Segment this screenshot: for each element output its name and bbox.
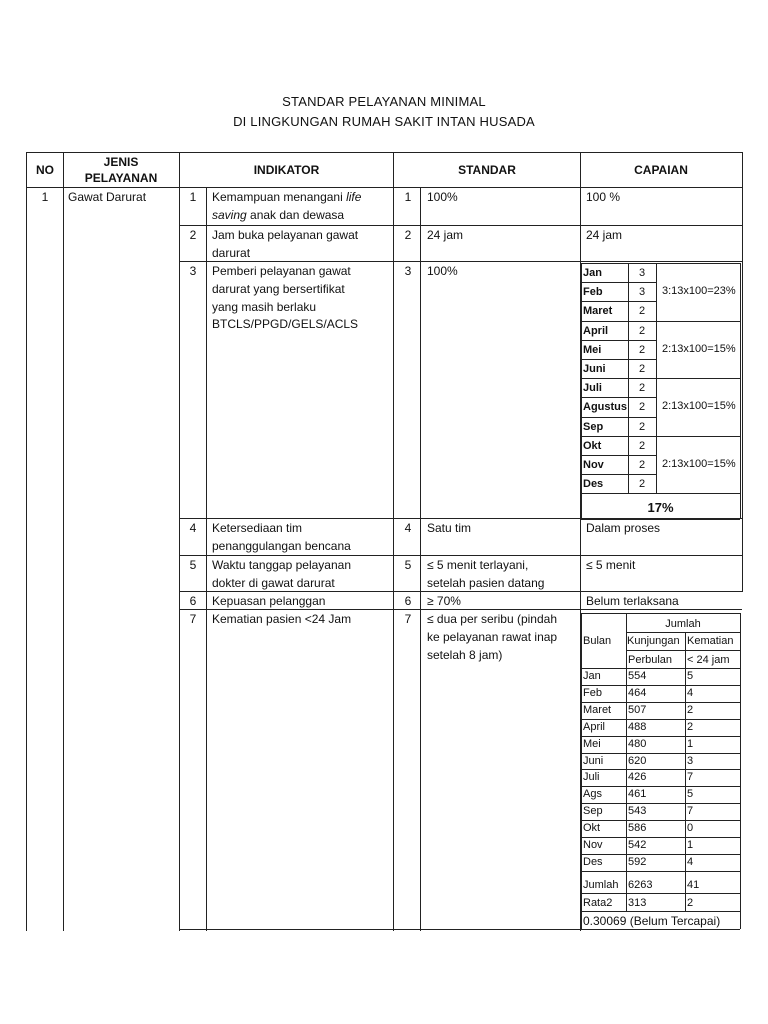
mortality-month: Maret — [583, 704, 612, 716]
mortality-visits: 592 — [628, 856, 647, 868]
standar-7-3: setelah 8 jam) — [427, 648, 503, 662]
indicator-6-num: 6 — [189, 594, 197, 608]
indicator-1-text-2: saving anak dan dewasa — [212, 208, 345, 222]
table-rule — [656, 493, 740, 494]
certified-month: Juni — [583, 363, 606, 375]
mortality-visits: 586 — [628, 822, 647, 834]
indicator-3-text-4: BTCLS/PPGD/GELS/ACLS — [212, 317, 359, 331]
table-rule — [656, 321, 740, 322]
indicator-1-text: Kemampuan menangani life — [212, 190, 362, 204]
mortality-month: Nov — [583, 839, 603, 851]
mortality-month: Mei — [583, 738, 601, 750]
mortality-visits: 488 — [628, 721, 647, 733]
header-indikator: INDIKATOR — [253, 163, 320, 177]
mortality-month: Ags — [583, 788, 602, 800]
table-rule — [581, 803, 740, 804]
indicator-2-text-2: darurat — [212, 246, 251, 260]
standar-2-num: 2 — [404, 228, 412, 242]
table-rule — [581, 820, 740, 821]
mortality-month: Juni — [583, 755, 604, 767]
mortality-visits: 554 — [628, 670, 647, 682]
mortality-month: Sep — [583, 805, 603, 817]
table-rule — [581, 854, 740, 855]
row-no: 1 — [41, 190, 49, 204]
table-rule — [63, 152, 64, 931]
indicator-7-num: 7 — [189, 612, 197, 626]
mortality-deaths: 2 — [687, 721, 694, 733]
standar-6-num: 6 — [404, 594, 412, 608]
mortality-header-kematian: Kematian — [687, 635, 734, 647]
table-rule — [581, 613, 582, 929]
standar-1: 100% — [427, 190, 458, 204]
certified-count: 2 — [638, 401, 646, 413]
certified-month: Mei — [583, 344, 602, 356]
certified-month: Jan — [583, 267, 602, 279]
mortality-visits: 542 — [628, 839, 647, 851]
standar-3: 100% — [427, 264, 458, 278]
certified-month: Agustus — [583, 401, 627, 413]
mortality-deaths: 7 — [687, 771, 694, 783]
certified-month: Des — [583, 478, 604, 490]
certified-month: Juli — [583, 382, 602, 394]
mortality-visits: 464 — [628, 687, 647, 699]
mortality-header-bulan: Bulan — [583, 635, 612, 647]
header-capaian: CAPAIAN — [634, 163, 688, 177]
mortality-deaths: 7 — [687, 805, 694, 817]
certified-month: Feb — [583, 286, 603, 298]
mortality-deaths: 3 — [687, 755, 694, 767]
indicator-5-text: Waktu tanggap pelayanan — [212, 558, 351, 572]
mortality-month: Feb — [583, 687, 602, 699]
header-jenis-1: JENIS — [103, 155, 139, 169]
capaian-2: 24 jam — [586, 228, 623, 242]
table-rule — [740, 613, 741, 929]
table-rule — [685, 632, 686, 911]
capaian-5: ≤ 5 menit — [586, 558, 636, 572]
mortality-visits: 507 — [628, 704, 647, 716]
indicator-4-text-2: penanggulangan bencana — [212, 539, 351, 553]
mortality-deaths: 5 — [687, 670, 694, 682]
indicator-2-num: 2 — [189, 228, 197, 242]
table-rule — [581, 493, 656, 494]
certified-quarter-ratio: 2:13x100=15% — [662, 343, 736, 355]
standar-5: ≤ 5 menit terlayani, — [427, 558, 529, 572]
table-rule — [581, 769, 740, 770]
mortality-deaths: 1 — [687, 738, 694, 750]
table-rule — [206, 187, 207, 931]
table-rule — [581, 736, 740, 737]
table-rule — [581, 837, 740, 838]
certified-count: 2 — [638, 382, 646, 394]
header-standar: STANDAR — [458, 163, 516, 177]
mortality-header-kunjungan: Kunjungan — [627, 635, 680, 647]
mortality-header-perbulan: Perbulan — [628, 654, 673, 666]
certified-month: Maret — [583, 305, 613, 317]
table-rule — [742, 152, 743, 592]
standar-7-2: ke pelayanan rawat inap — [427, 630, 558, 644]
standar-5-2: setelah pasien datang — [427, 576, 545, 590]
mortality-jumlah-k: 6263 — [628, 879, 653, 891]
indicator-1-num: 1 — [189, 190, 197, 204]
table-rule — [581, 263, 740, 264]
mortality-deaths: 4 — [687, 687, 694, 699]
header-no: NO — [36, 163, 54, 177]
table-rule — [581, 871, 740, 872]
mortality-rata-d: 2 — [687, 897, 694, 909]
mortality-deaths: 4 — [687, 856, 694, 868]
indicator-3-text-2: darurat yang bersertifikat — [212, 282, 345, 296]
mortality-result: 0.30069 (Belum Tercapai) — [583, 914, 721, 928]
mortality-deaths: 2 — [687, 704, 694, 716]
certified-month: Okt — [583, 440, 602, 452]
mortality-jumlah-label: Jumlah — [583, 879, 619, 891]
mortality-header-jumlah: Jumlah — [665, 618, 701, 630]
header-jenis-2: PELAYANAN — [84, 171, 158, 185]
table-rule — [179, 929, 580, 930]
indicator-6-text: Kepuasan pelanggan — [212, 594, 326, 608]
jenis-pelayanan: Gawat Darurat — [68, 190, 147, 204]
mortality-header-lt24: < 24 jam — [687, 654, 730, 666]
certified-count: 3 — [638, 267, 646, 279]
mortality-visits: 461 — [628, 788, 647, 800]
certified-quarter-ratio: 2:13x100=15% — [662, 458, 736, 470]
certified-quarter-ratio: 2:13x100=15% — [662, 400, 736, 412]
certified-count: 2 — [638, 478, 646, 490]
certified-month: Sep — [583, 421, 604, 433]
standar-7: ≤ dua per seribu (pindah — [427, 612, 558, 626]
mortality-jumlah-d: 41 — [687, 879, 700, 891]
capaian-4: Dalam proses — [586, 521, 661, 535]
table-rule — [581, 613, 740, 614]
table-rule — [26, 152, 27, 931]
certified-quarter-ratio: 3:13x100=23% — [662, 285, 736, 297]
standar-2: 24 jam — [427, 228, 464, 242]
title-line-1: STANDAR PELAYANAN MINIMAL — [282, 94, 486, 109]
certified-count: 2 — [638, 440, 646, 452]
standar-4-num: 4 — [404, 521, 412, 535]
mortality-month: Okt — [583, 822, 601, 834]
certified-total: 17% — [647, 500, 674, 515]
table-rule — [581, 753, 740, 754]
indicator-4-text: Ketersediaan tim — [212, 521, 303, 535]
mortality-deaths: 1 — [687, 839, 694, 851]
table-rule — [656, 436, 740, 437]
mortality-month: April — [583, 721, 606, 733]
mortality-month: Des — [583, 856, 603, 868]
table-rule — [581, 685, 740, 686]
indicator-3-text-3: yang masih berlaku — [212, 300, 317, 314]
certified-count: 2 — [638, 363, 646, 375]
standar-7-num: 7 — [404, 612, 412, 626]
standar-6: ≥ 70% — [427, 594, 461, 608]
standar-4: Satu tim — [427, 521, 472, 535]
certified-count: 2 — [638, 459, 646, 471]
indicator-5-num: 5 — [189, 558, 197, 572]
table-rule — [740, 263, 741, 519]
standar-1-num: 1 — [404, 190, 412, 204]
indicator-3-text: Pemberi pelayanan gawat — [212, 264, 351, 278]
mortality-visits: 426 — [628, 771, 647, 783]
table-rule — [581, 786, 740, 787]
table-rule — [626, 613, 627, 911]
certified-month: Nov — [583, 459, 604, 471]
certified-count: 3 — [638, 286, 646, 298]
indicator-4-num: 4 — [189, 521, 197, 535]
certified-count: 2 — [638, 344, 646, 356]
certified-count: 2 — [638, 325, 646, 337]
title-line-2: DI LINGKUNGAN RUMAH SAKIT INTAN HUSADA — [233, 114, 535, 129]
certified-count: 2 — [638, 421, 646, 433]
indicator-2-text: Jam buka pelayanan gawat — [212, 228, 359, 242]
certified-month: April — [583, 325, 609, 337]
mortality-visits: 620 — [628, 755, 647, 767]
mortality-rata-k: 313 — [628, 897, 647, 909]
mortality-deaths: 5 — [687, 788, 694, 800]
mortality-rata-label: Rata2 — [583, 897, 613, 909]
mortality-deaths: 0 — [687, 822, 694, 834]
table-rule — [656, 378, 740, 379]
indicator-5-text-2: dokter di gawat darurat — [212, 576, 335, 590]
standar-3-num: 3 — [404, 264, 412, 278]
table-rule — [26, 152, 742, 153]
indicator-3-num: 3 — [189, 264, 197, 278]
mortality-visits: 543 — [628, 805, 647, 817]
standar-5-num: 5 — [404, 558, 412, 572]
mortality-month: Juli — [583, 771, 600, 783]
capaian-6: Belum terlaksana — [586, 594, 679, 608]
indicator-7-text: Kematian pasien <24 Jam — [212, 612, 352, 626]
mortality-visits: 480 — [628, 738, 647, 750]
certified-count: 2 — [638, 305, 646, 317]
mortality-month: Jan — [583, 670, 601, 682]
capaian-1: 100 % — [586, 190, 621, 204]
